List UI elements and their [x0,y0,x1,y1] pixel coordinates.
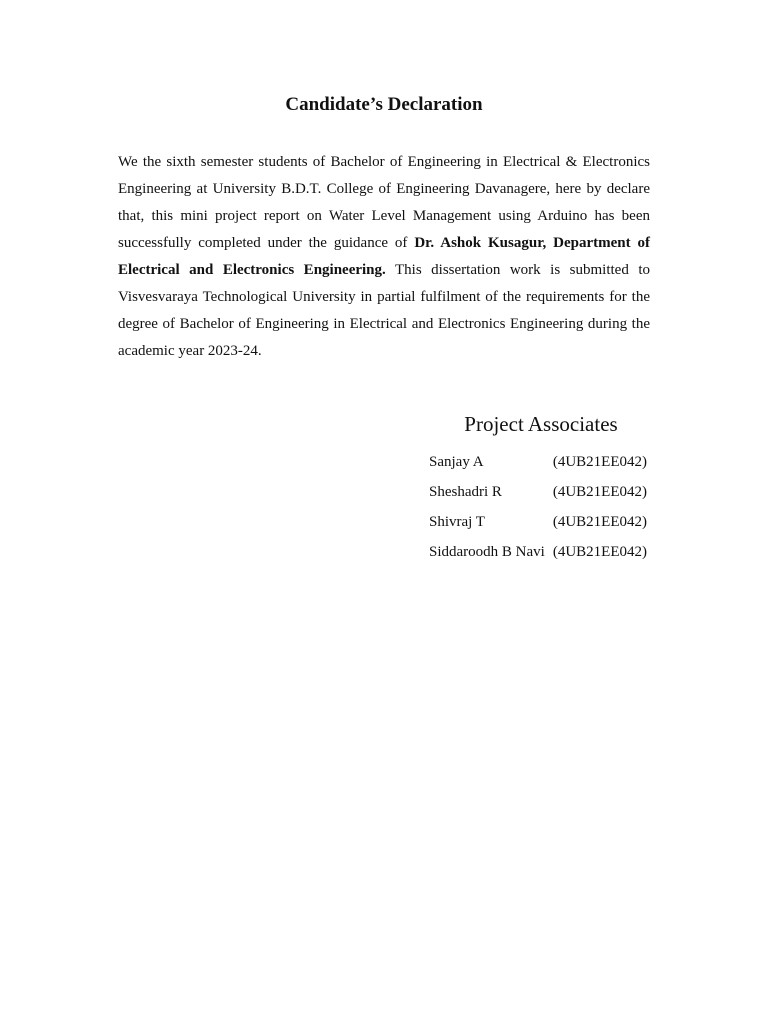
associate-usn: (4UB21EE042) [552,484,647,500]
declaration-paragraph [118,149,650,365]
declaration-intro-text: We the sixth semester students of Bachelor of Engineering in Electrical & Electronics Engineering at University B.D.T. College of Engineering Davanagere, here by declare that, this mini project report on Water Level Management using Arduino has been successfully completed under the guidance of [118,154,650,251]
associate-row [429,512,651,542]
associates-list [429,452,651,572]
associate-name: Sanjay A [429,454,484,470]
associate-usn: (4UB21EE042) [552,454,647,470]
associate-row [429,482,651,512]
guide-name-bold: Dr. Ashok Kusagur, Department of Electrical and Electronics Engineering. [118,235,650,278]
associate-name: Shivraj T [429,514,485,530]
associate-usn: (4UB21EE042) [552,514,647,530]
declaration-outro-text: This dissertation work is submitted to Visvesvaraya Technological University in partial fulfilment of the requirements for the degree of Bachelor of Engineering in Electrical and Electronics Engineering during the academic year 2023-24. [118,262,650,359]
page-title: Candidate’s Declaration [285,94,483,115]
associate-name: Siddaroodh B Navi [429,544,545,560]
associate-row [429,542,651,572]
associate-name: Sheshadri R [429,484,502,500]
associates-heading: Project Associates [464,412,618,436]
associate-usn: (4UB21EE042) [552,544,647,560]
associate-row [429,452,651,482]
